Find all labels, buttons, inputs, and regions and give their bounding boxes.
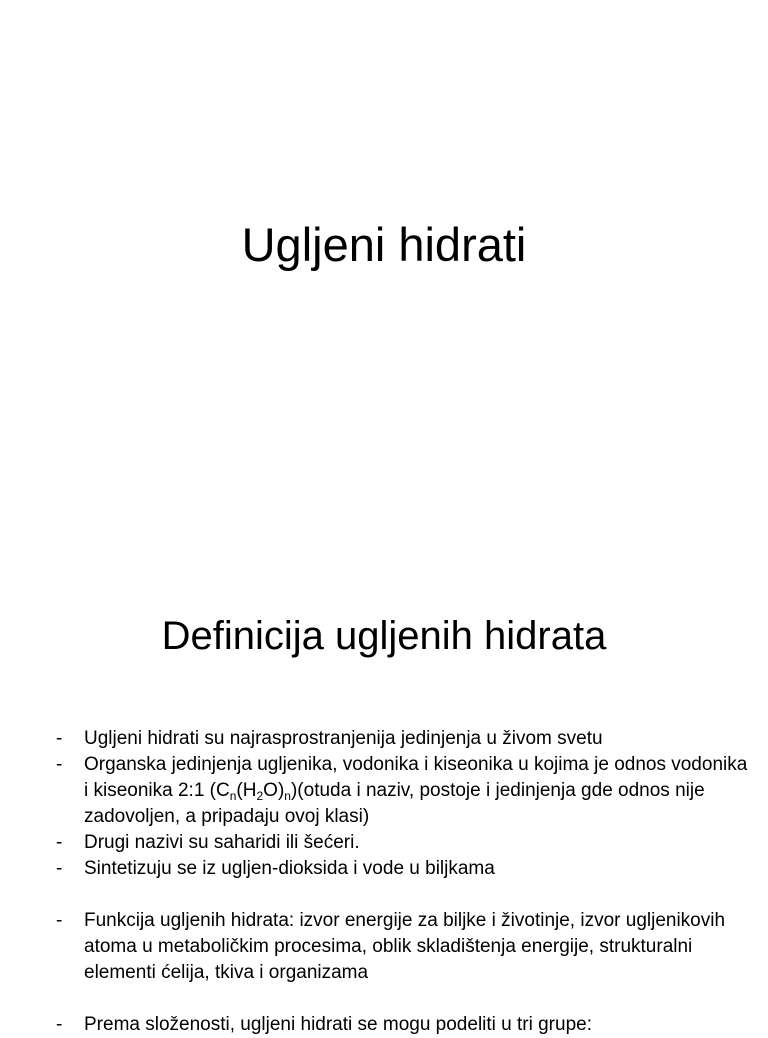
list-item (0, 830, 768, 856)
bullet-text: Drugi nazivi su saharidi ili šećeri. (84, 832, 360, 853)
list-item (0, 856, 768, 882)
list-item (0, 908, 768, 986)
bullet-text: Organska jedinjenja ugljenika, vodonika i kiseonika u kojima je odnos vodonika i kiseonika 2:1 (C (84, 754, 748, 801)
bullet-text: Sintetizuju se iz ugljen-dioksida i vode u biljkama (84, 858, 495, 879)
bullet-text: (H (236, 780, 257, 801)
bullet-dash: - (56, 754, 63, 775)
bullet-text: Ugljeni hidrati su najrasprostranjenija jedinjenja u živom svetu (84, 728, 603, 749)
bullet-text: Prema složenosti, ugljeni hidrati se mogu podeliti u tri grupe: (84, 1014, 592, 1035)
bullet-dash: - (56, 1014, 63, 1035)
bullet-list (0, 726, 768, 1038)
list-item (0, 1012, 768, 1038)
subscript-2: 2 (256, 789, 264, 803)
section-title: Definicija ugljenih hidrata (161, 614, 607, 658)
page-title: Ugljeni hidrati (241, 218, 527, 271)
bullet-dash: - (56, 910, 63, 931)
slide-definition (0, 560, 768, 1035)
bullet-text: Funkcija ugljenih hidrata: izvor energije za biljke i životinje, izvor ugljenikovih atoma u metaboličkim procesima, oblik skladištenja energije, strukturalni elementi ćelija, tkiva i organizama (84, 910, 726, 983)
list-item (0, 752, 768, 830)
bullet-text: )(otuda i naziv, postoje i jedinjenja gde odnos nije zadovoljen, a pripadaju ovoj klasi) (84, 780, 705, 827)
bullet-dash: - (56, 728, 63, 749)
bullet-text: O) (263, 780, 285, 801)
bullet-dash: - (56, 832, 63, 853)
subscript-n: n (229, 789, 237, 803)
list-item (0, 726, 768, 752)
bullet-dash: - (56, 858, 63, 879)
list-spacer (0, 986, 768, 1012)
subscript-n: n (284, 789, 291, 803)
list-spacer (0, 882, 768, 908)
